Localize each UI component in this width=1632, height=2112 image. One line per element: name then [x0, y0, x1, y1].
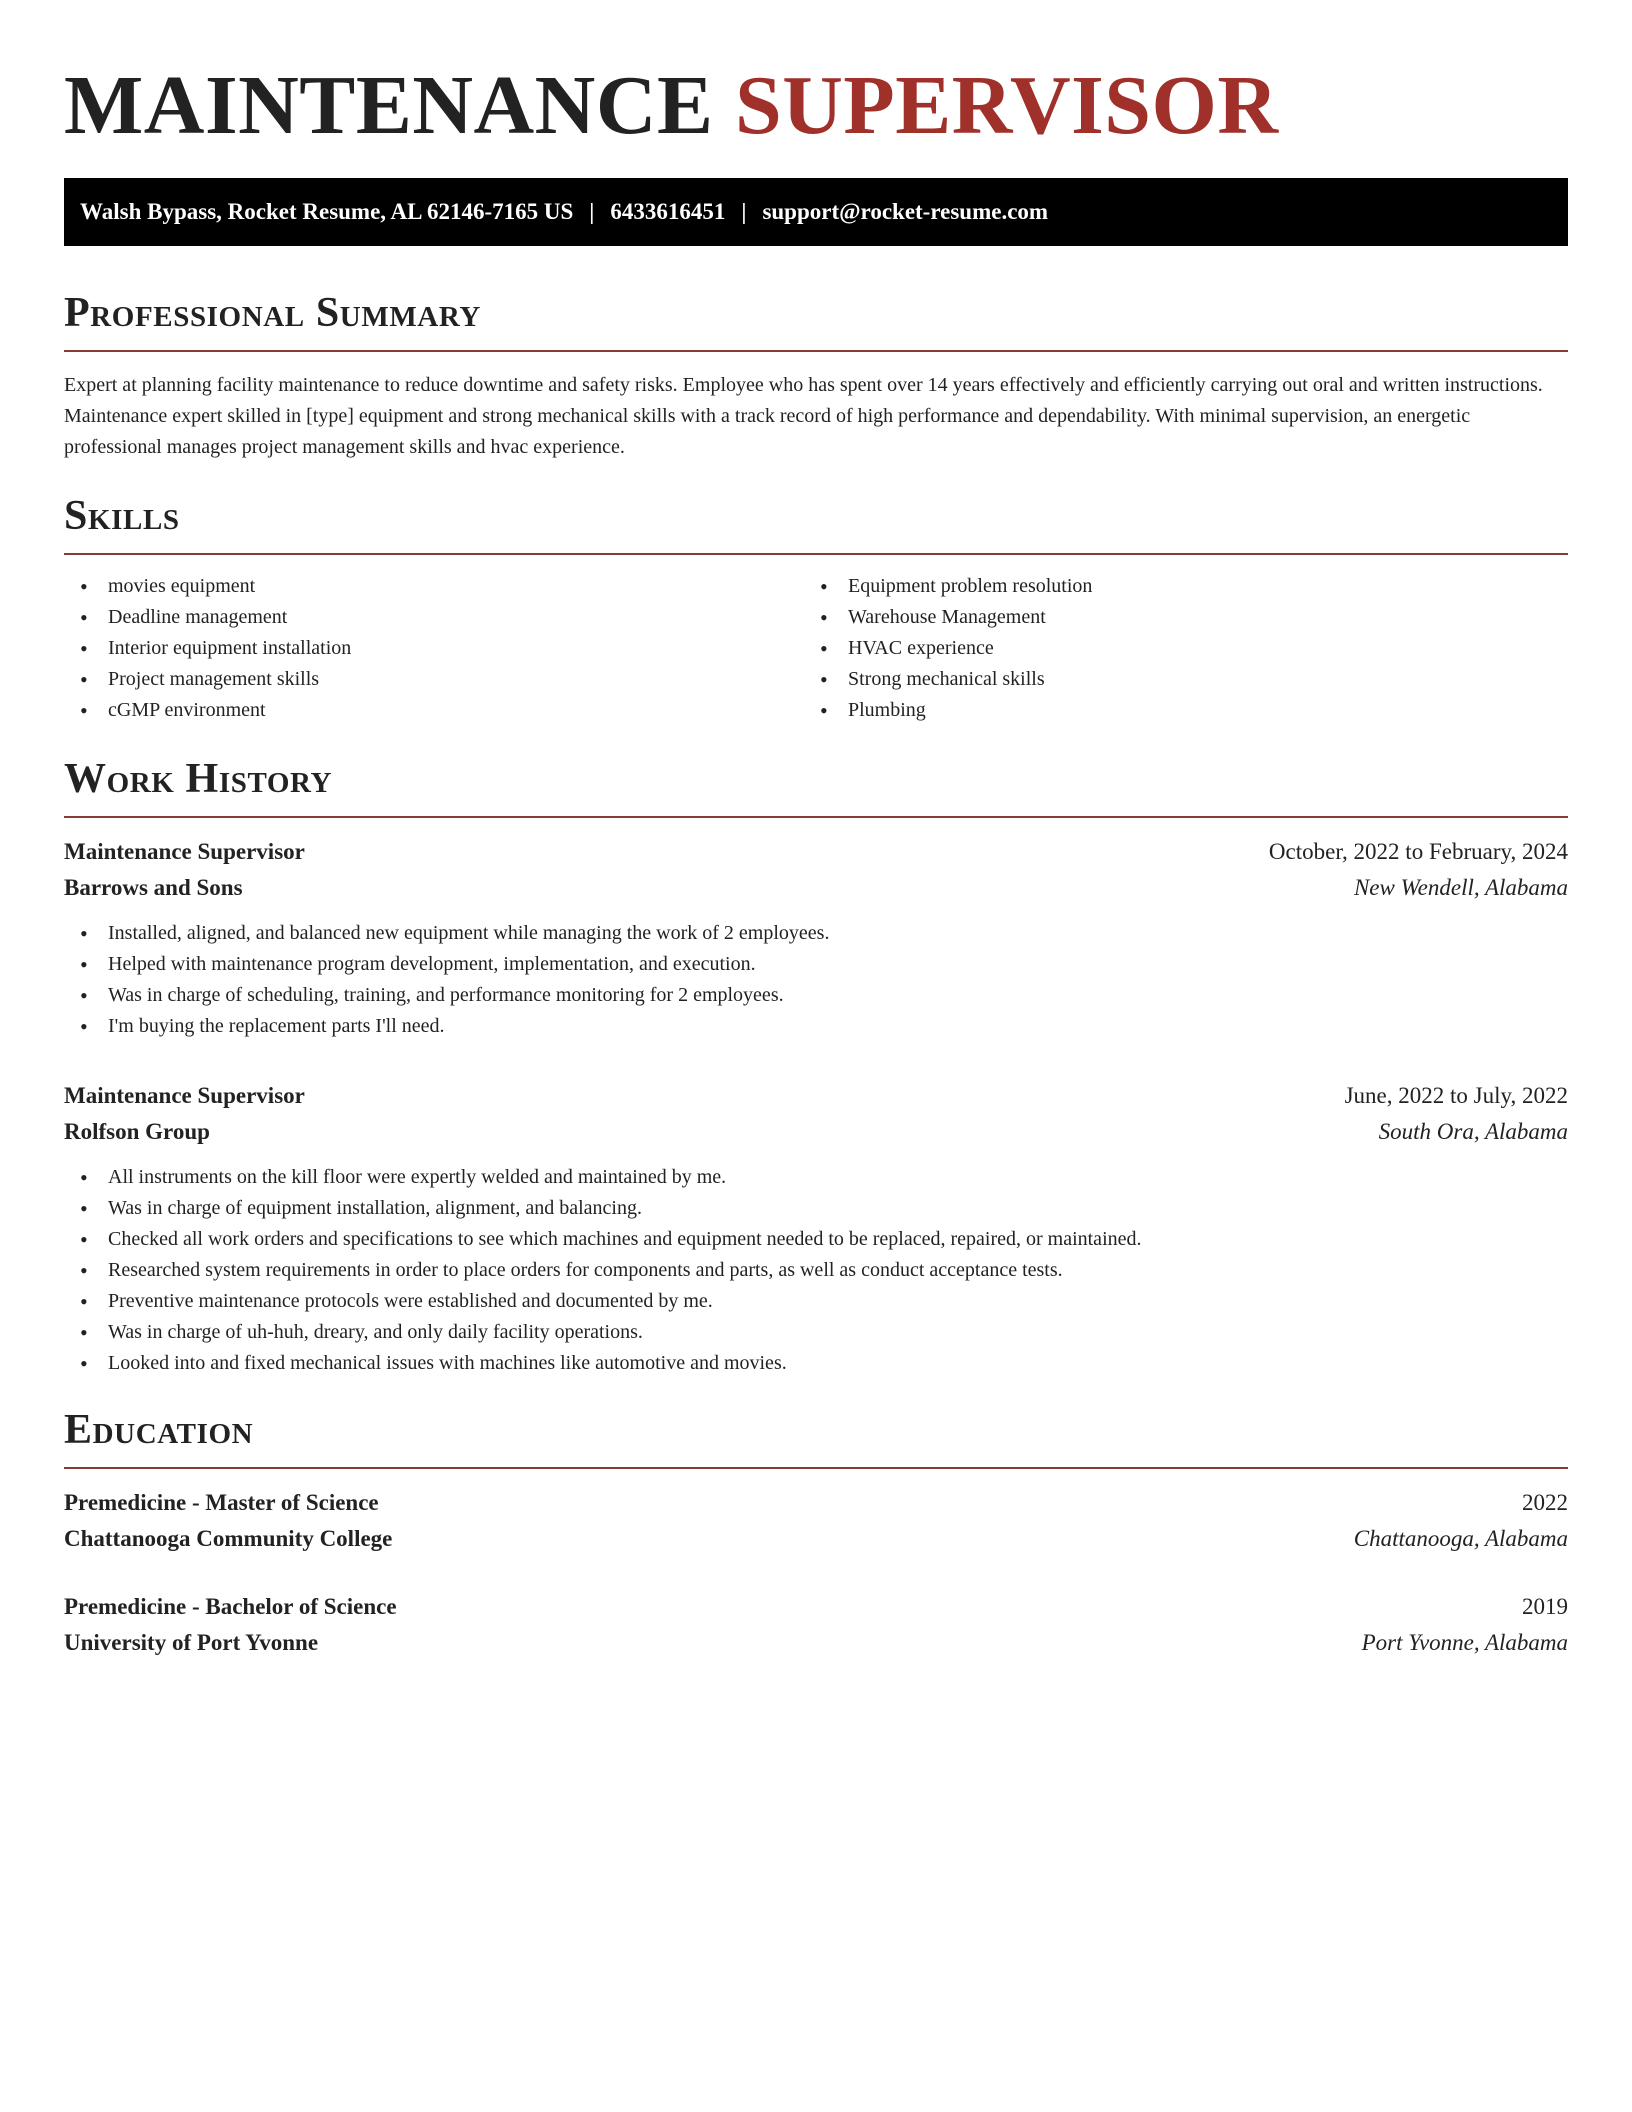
section-title-summary: Professional Summary [64, 290, 481, 336]
contact-bar [64, 178, 1568, 246]
education-school: University of Port Yvonne [64, 1630, 319, 1655]
education-year: 2019 [1522, 1594, 1568, 1619]
job-position: Maintenance Supervisor [64, 1083, 305, 1108]
education-location: Port Yvonne, Alabama [1361, 1630, 1568, 1655]
skills-section [64, 491, 1568, 726]
contact-email: support@rocket-resume.com [762, 199, 1049, 224]
skills-column-left [64, 571, 804, 726]
education-degree-row [64, 1589, 1568, 1625]
job-dates: June, 2022 to July, 2022 [1344, 1083, 1568, 1108]
section-divider [64, 350, 1568, 352]
job-location: South Ora, Alabama [1378, 1119, 1568, 1144]
resume-name [64, 56, 1568, 156]
skill-item: • Strong mechanical skills [804, 664, 1544, 695]
job-bullet: • Was in charge of equipment installation, alignment, and balancing. [64, 1193, 1568, 1224]
job-bullet: • All instruments on the kill floor were expertly welded and maintained by me. [64, 1162, 1568, 1193]
job-bullet: • Was in charge of scheduling, training, and performance monitoring for 2 employees. [64, 980, 1568, 1011]
skill-item: • Plumbing [804, 695, 1544, 726]
education-degree-row [64, 1485, 1568, 1521]
job-bullet: • Preventive maintenance protocols were established and documented by me. [64, 1286, 1568, 1317]
work-history-section [64, 754, 1568, 1379]
job-bullet: • Looked into and fixed mechanical issues with machines like automotive and movies. [64, 1348, 1568, 1379]
education-degree: Premedicine - Bachelor of Science [64, 1594, 397, 1619]
section-divider [64, 553, 1568, 555]
skills-grid [64, 571, 1568, 726]
skill-item: • Deadline management [64, 602, 804, 633]
job-bullets [64, 918, 1568, 1042]
section-title-education: Education [64, 1407, 254, 1453]
name-first: MAINTENANCE [64, 59, 714, 152]
job-entry [64, 834, 1568, 1042]
section-divider [64, 816, 1568, 818]
education-year: 2022 [1522, 1490, 1568, 1515]
contact-separator: | [741, 199, 747, 224]
skill-item: • cGMP environment [64, 695, 804, 726]
resume-page [64, 0, 1568, 1661]
education-school: Chattanooga Community College [64, 1526, 393, 1551]
contact-separator: | [589, 199, 595, 224]
summary-section [64, 288, 1568, 463]
job-position: Maintenance Supervisor [64, 839, 305, 864]
contact-address: Walsh Bypass, Rocket Resume, AL 62146-7165 US [80, 199, 574, 224]
job-bullet: • Helped with maintenance program development, implementation, and execution. [64, 949, 1568, 980]
education-location: Chattanooga, Alabama [1353, 1526, 1568, 1551]
job-company-row [64, 870, 1568, 906]
education-school-row [64, 1625, 1568, 1661]
section-title-skills: Skills [64, 493, 180, 539]
job-company: Rolfson Group [64, 1119, 210, 1144]
job-bullet: • Installed, aligned, and balanced new equipment while managing the work of 2 employees. [64, 918, 1568, 949]
job-dates: October, 2022 to February, 2024 [1268, 839, 1568, 864]
skill-item: • Project management skills [64, 664, 804, 695]
job-header-row [64, 1078, 1568, 1114]
job-company-row [64, 1114, 1568, 1150]
section-divider [64, 1467, 1568, 1469]
skill-item: • Equipment problem resolution [804, 571, 1544, 602]
education-degree: Premedicine - Master of Science [64, 1490, 379, 1515]
summary-text: Expert at planning facility maintenance to reduce downtime and safety risks. Employee who has spent over 14 years effectively and efficiently carrying out oral and written instructions. Maintenance expert skilled in [type] equipment and strong mechanical skills with a track record of high performance and dependability. With minimal supervision, an energetic professional manages project management skills and hvac experience. [64, 374, 1543, 458]
job-bullet: • Researched system requirements in order to place orders for components and parts, as well as conduct acceptance tests. [64, 1255, 1568, 1286]
skill-item: • HVAC experience [804, 633, 1544, 664]
skills-column-right [804, 571, 1544, 726]
name-last: SUPERVISOR [735, 59, 1279, 152]
job-bullet: • I'm buying the replacement parts I'll need. [64, 1011, 1568, 1042]
job-bullet: • Checked all work orders and specifications to see which machines and equipment needed to be replaced, repaired, or maintained. [64, 1224, 1568, 1255]
skill-item: • movies equipment [64, 571, 804, 602]
job-location: New Wendell, Alabama [1353, 875, 1568, 900]
job-company: Barrows and Sons [64, 875, 243, 900]
skill-item: • Interior equipment installation [64, 633, 804, 664]
job-entry [64, 1078, 1568, 1379]
contact-phone: 6433616451 [610, 199, 726, 224]
job-bullets [64, 1162, 1568, 1379]
job-header-row [64, 834, 1568, 870]
skill-item: • Warehouse Management [804, 602, 1544, 633]
education-section [64, 1405, 1568, 1661]
education-entry [64, 1589, 1568, 1661]
job-bullet: • Was in charge of uh-huh, dreary, and only daily facility operations. [64, 1317, 1568, 1348]
education-school-row [64, 1521, 1568, 1557]
section-title-work-history: Work History [64, 756, 333, 802]
education-entry [64, 1485, 1568, 1557]
